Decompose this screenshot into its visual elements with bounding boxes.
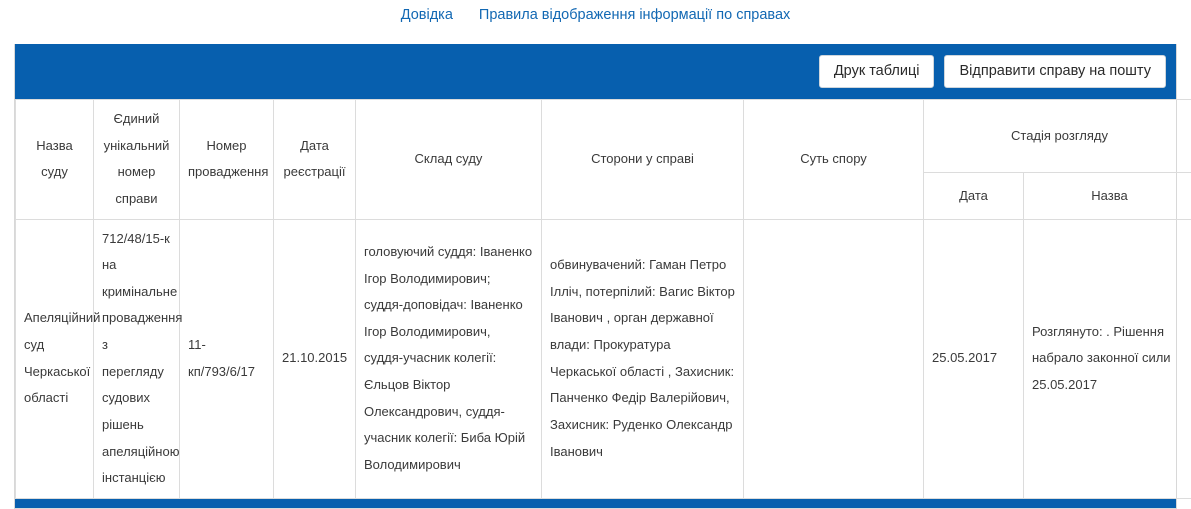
table-bottom-strip	[15, 499, 1176, 508]
cell-unique-case-number[interactable]: 712/48/15-к на кримінальне провадження з перегляду судових рішень апеляційною інстанцією	[94, 219, 180, 498]
cell-review-stage-date: 25.05.2017	[924, 219, 1024, 498]
display-rules-link[interactable]: Правила відображення інформації по справах	[479, 7, 790, 23]
table-toolbar	[15, 44, 1176, 99]
header-review-stage: Стадія розгляду	[924, 100, 1191, 173]
header-proceeding-number: Номер провадження	[180, 100, 274, 220]
cell-parties: обвинувачений: Гаман Петро Ілліч, потерпілий: Вагис Віктор Іванович , орган державної влади: Прокуратура Черкаської області , Захисник: Панченко Федір Валерійович, Захисник: Руденко Олександр Іванович	[542, 219, 744, 498]
header-parties: Сторони у справі	[542, 100, 744, 220]
cell-proceeding-number: 11-кп/793/6/17	[180, 219, 274, 498]
case-table-head	[16, 100, 1191, 220]
cell-dispute-essence	[744, 219, 924, 498]
cell-court-name: Апеляційний суд Черкаської області	[16, 219, 94, 498]
header-court-name: Назва суду	[16, 100, 94, 220]
header-review-stage-date: Дата	[924, 172, 1024, 219]
cell-court-composition[interactable]: головуючий суддя: Іваненко Ігор Володимирович; суддя-доповідач: Іваненко Ігор Володимирович, суддя-учасник колегії: Єльцов Віктор Олександрович, суддя-учасник колегії: Биба Юрій Володимирович	[356, 219, 542, 498]
case-result-card	[14, 44, 1177, 509]
cell-registration-date: 21.10.2015	[274, 219, 356, 498]
print-table-button[interactable]: Друк таблиці	[819, 55, 935, 89]
header-review-stage-name: Назва	[1024, 172, 1191, 219]
help-link[interactable]: Довідка	[401, 7, 453, 23]
case-table	[15, 99, 1191, 499]
table-row[interactable]	[16, 219, 1191, 498]
header-dispute-essence: Суть спору	[744, 100, 924, 220]
header-court-composition: Склад суду	[356, 100, 542, 220]
table-header-row-main	[16, 100, 1191, 173]
top-links-bar	[0, 0, 1191, 30]
cell-review-stage-name: Розглянуто: . Рішення набрало законної сили 25.05.2017	[1024, 219, 1191, 498]
case-table-body	[16, 219, 1191, 498]
header-registration-date: Дата реєстрації	[274, 100, 356, 220]
header-unique-case-number: Єдиний унікальний номер справи	[94, 100, 180, 220]
send-case-to-mail-button[interactable]: Відправити справу на пошту	[944, 55, 1166, 89]
